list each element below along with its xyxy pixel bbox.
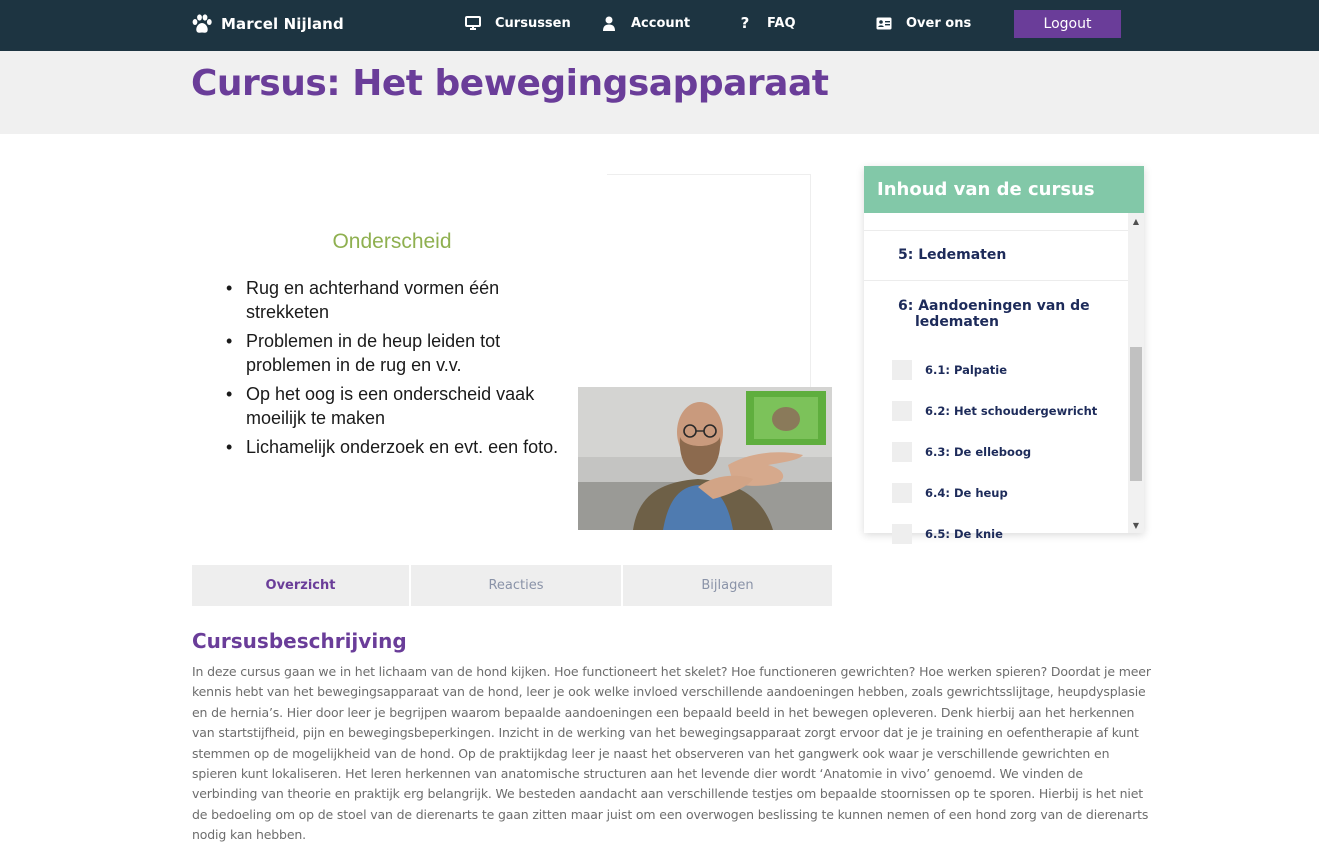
top-navbar <box>0 0 1319 51</box>
question-icon: ? <box>740 14 750 32</box>
lesson-checkbox[interactable] <box>892 483 912 503</box>
paw-icon <box>191 13 213 35</box>
slide-bullet: • Problemen in de heup leiden tot problemen in de rug en v.v. <box>226 329 586 377</box>
user-icon <box>601 15 617 31</box>
nav-faq-label: FAQ <box>767 15 796 31</box>
divider <box>864 230 1128 231</box>
tab-overzicht[interactable]: Overzicht <box>192 565 409 606</box>
scroll-down-arrow-icon[interactable]: ▼ <box>1132 520 1140 530</box>
slide-title: Onderscheid <box>332 230 452 253</box>
lesson-label: 6.4: De heup <box>925 486 1008 500</box>
course-contents-panel <box>864 166 1144 541</box>
lesson-item[interactable] <box>892 442 1031 462</box>
lesson-item[interactable] <box>892 483 1008 503</box>
page-title: Cursus: Het bewegingsapparaat <box>191 63 829 104</box>
chapter-title-line2: ledematen <box>915 314 999 330</box>
description-heading: Cursusbeschrijving <box>192 629 407 653</box>
chapter-item[interactable] <box>898 247 1006 263</box>
monitor-icon <box>465 15 481 31</box>
lesson-item[interactable] <box>892 524 1003 544</box>
nav-over-ons[interactable] <box>876 15 971 31</box>
video-player[interactable] <box>192 166 832 530</box>
sidebar-scrollbar[interactable] <box>1128 213 1144 533</box>
lesson-item[interactable] <box>892 401 1097 421</box>
slide-bullet: • Lichamelijk onderzoek en evt. een foto. <box>226 435 586 459</box>
lesson-checkbox[interactable] <box>892 360 912 380</box>
brand-logo[interactable] <box>191 13 344 35</box>
scroll-up-arrow-icon[interactable]: ▲ <box>1132 216 1140 226</box>
brand-name: Marcel Nijland <box>221 15 344 33</box>
tab-bijlagen[interactable]: Bijlagen <box>623 565 832 606</box>
nav-cursussen-label: Cursussen <box>495 15 571 31</box>
slide-bullet: • Rug en achterhand vormen één strekketen <box>226 276 586 324</box>
title-band <box>0 51 1319 134</box>
lesson-checkbox[interactable] <box>892 401 912 421</box>
slide-bullet-list <box>226 276 586 464</box>
logout-button[interactable]: Logout <box>1014 10 1121 38</box>
webcam-overlay <box>578 387 832 530</box>
presenter-image <box>578 387 832 530</box>
description-text: In deze cursus gaan we in het lichaam van de hond kijken. Hoe functioneert het skelet? Hoe functioneren gewrichten? Hoe werken spieren? Doordat je meer kennis hebt van het bewegingsapparaat van de hond, leer je ook welke invloed verschillende aandoeningen hebben, zoals gewrichtsslijtage, heupdysplasie en de hernia’s. Hier door leer je begrijpen waarom bepaalde aandoeningen een bepaald beeld in het bewegen opleveren. Denk hierbij aan het herkennen van startstijfheid, pijn en bewegingsbeperkingen. Inzicht in de werking van het bewegingsapparaat zorgt ervoor dat je je training en oefentherapie af kunt stemmen op de mogelijkheid van de hond. Op de praktijkdag leer je naast het observeren van het gangwerk ook waar je verschillende gewrichten en spieren kunt lokaliseren. Het leren herkennen van anatomische structuren aan het levende dier wordt ‘Anatomie in vivo’ genoemd. We vinden de verbinding van theorie en praktijk erg belangrijk. We besteden aandacht aan verschillende testjes om bepaalde stoornissen op te sporen. Hierbij is het niet de bedoeling om op de stoel van de dierenarts te gaan zitten maar juist om een overwogen beslissing te kunnen nemen of een hond zorg van de dierenarts nodig kan hebben. <box>192 664 1151 843</box>
course-contents-header: Inhoud van de cursus <box>864 166 1144 213</box>
divider <box>864 280 1128 281</box>
nav-faq[interactable] <box>737 15 796 31</box>
scrollbar-thumb[interactable] <box>1130 347 1142 481</box>
lesson-label: 6.5: De knie <box>925 527 1003 541</box>
slide-bullet: • Op het oog is een onderscheid vaak moeilijk te maken <box>226 382 586 430</box>
chapter-title: Ledematen <box>918 247 1007 263</box>
nav-cursussen[interactable] <box>465 15 571 31</box>
lesson-checkbox[interactable] <box>892 442 912 462</box>
chapter-number: 5: <box>898 247 914 263</box>
nav-account[interactable] <box>601 15 690 31</box>
nav-account-label: Account <box>631 15 691 31</box>
chapter-item[interactable] <box>898 298 1090 330</box>
lesson-label: 6.2: Het schoudergewricht <box>925 404 1098 418</box>
chapter-title: Aandoeningen van de <box>918 298 1090 314</box>
course-tabs <box>192 565 832 606</box>
course-contents-list <box>864 213 1128 541</box>
lesson-item[interactable] <box>892 360 1007 380</box>
lesson-checkbox[interactable] <box>892 524 912 544</box>
chapter-number: 6: <box>898 298 914 314</box>
slide-border <box>607 174 811 388</box>
tab-reacties[interactable]: Reacties <box>411 565 621 606</box>
lesson-label: 6.1: Palpatie <box>925 363 1008 377</box>
lesson-label: 6.3: De elleboog <box>925 445 1032 459</box>
id-card-icon <box>876 15 892 31</box>
nav-over-ons-label: Over ons <box>906 15 972 31</box>
